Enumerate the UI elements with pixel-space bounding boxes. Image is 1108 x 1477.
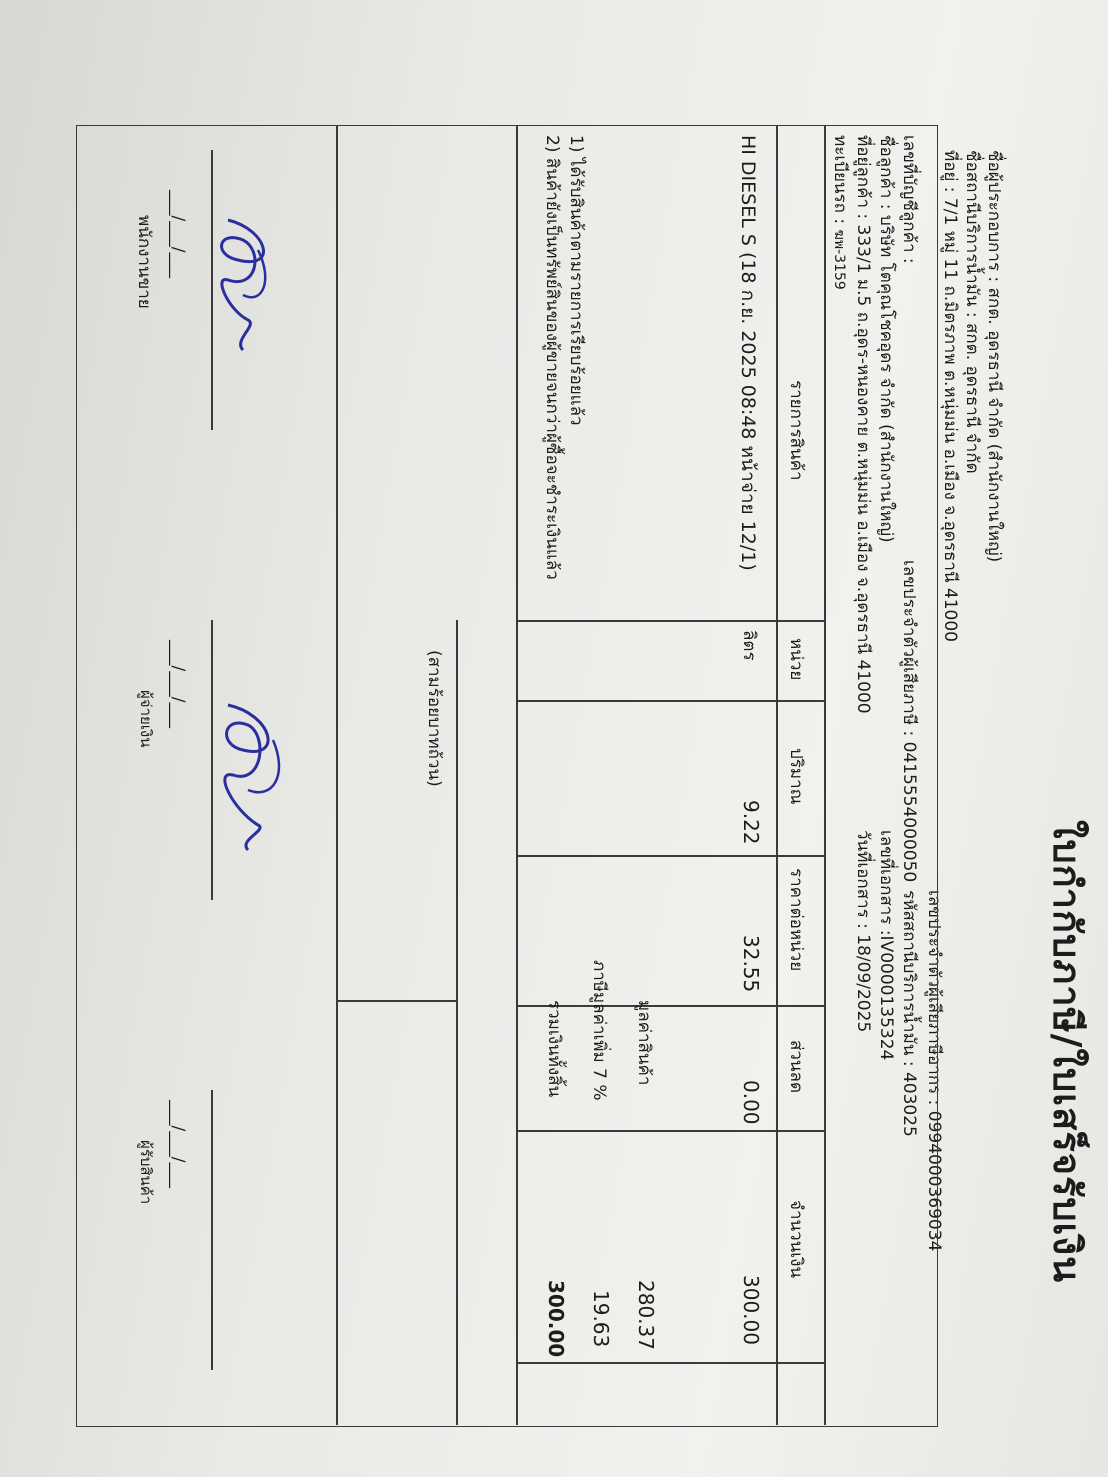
table-col-divider [518, 700, 826, 702]
employee-label: พนักงานขาย [134, 215, 154, 309]
total-value: 300.00 [544, 1280, 568, 1358]
table-header-line [777, 125, 779, 1425]
seller-name: ชื่อผู้ประกอบการ : สกต. อุดรธานี จำกัด (สำนักงานใหญ่) [984, 150, 1004, 563]
customer-address: ที่อยู่ลูกค้า : 333/1 ม.5 ถ.อุดร-หนองคาย ต.หนุ่มม่น อ.เมือง จ.อุดรธานี 41000 [853, 135, 873, 714]
document-title: ใบกำกับภาษี/ใบเสร็จรับเงิน [1045, 820, 1089, 1284]
plate-label: ทะเบียนรถ : [830, 135, 850, 230]
row-discount: 0.00 [739, 1080, 763, 1125]
payer-label: ผู้จ่ายเงิน [137, 690, 155, 748]
header-quantity: ปริมาณ [786, 748, 806, 805]
row-amount: 300.00 [739, 1275, 763, 1345]
seller-tax-id: เลขประจำตัวผู้เสียภาษีอากร : 0994000369034 [924, 890, 944, 1252]
employee-sign-line [212, 150, 214, 430]
signature-top-line [337, 125, 339, 1425]
customer-account-label: เลขที่บัญชีลูกค้า : [899, 135, 919, 264]
totals-divider [457, 620, 459, 1425]
header-unit-price: ราคาต่อหน่วย [786, 868, 806, 972]
customer-name: ชื่อลูกค้า : บริษัท โตคุณโชคอุดร จำกัด (สำนักงานใหญ่) [876, 135, 896, 543]
payer-signature [198, 690, 298, 860]
customer-tax-id: เลขประจำตัวผู้เสียภาษี : 0415554000050 [899, 560, 919, 883]
row-item: HI DIESEL S (18 ก.ย. 2025 08:48 หน้าจ่าย 12/1) [737, 135, 759, 571]
table-col-divider [518, 1130, 826, 1132]
employee-date: ___/___/___ [168, 190, 188, 278]
header-amount: จำนวนเงิน [786, 1200, 806, 1279]
table-col-divider [518, 620, 826, 622]
vat-value: 19.63 [589, 1290, 613, 1348]
payer-sign-line [212, 620, 214, 900]
vat-label: ภาษีมูลค่าเพิ่ม 7 % [589, 960, 609, 1101]
table-bottom-line [517, 125, 519, 1425]
station-name: ชื่อสถานีบริการน้ำมัน : สกต. อุดรธานี จำกัด [962, 150, 982, 474]
table-top-line [825, 125, 827, 1425]
row-unit: ลิตร [739, 630, 759, 661]
amount-in-words: (สามร้อยบาทถ้วน) [424, 650, 444, 787]
total-label: รวมเงินทั้งสิ้น [544, 1000, 564, 1098]
subtotal-value: 280.37 [634, 1280, 658, 1350]
plate-value: ฆพ-3159 [831, 229, 847, 290]
table-col-divider [518, 1362, 826, 1364]
payer-date: ___/___/___ [168, 640, 188, 728]
document-date: วันที่เอกสาร : 18/09/2025 [853, 830, 873, 1033]
note-ownership: 2) สินค้ายังเป็นทรัพย์สินของผู้ขายจนกว่าผู้ซื้อจะชำระเงินแล้ว [542, 135, 562, 580]
receiver-sign-line [212, 1090, 214, 1370]
row-unit-price: 32.55 [739, 935, 763, 993]
totals-divider [338, 1000, 458, 1002]
receiver-label: ผู้รับสินค้า [137, 1140, 155, 1205]
plate-row [827, 135, 854, 290]
station-code: รหัสสถานีบริการน้ำมัน : 403025 [899, 890, 919, 1137]
document-number: เลขที่เอกสาร :IV0000135324 [876, 830, 896, 1061]
subtotal-label: มูลค่าสินค้า [634, 1000, 654, 1086]
receiver-date: ___/___/___ [168, 1100, 188, 1188]
note-received: 1) ได้รับสินค้าตามรายการเรียบร้อยแล้ว [566, 135, 586, 426]
row-quantity: 9.22 [739, 800, 763, 845]
seller-address: ที่อยู่ : 7/1 หมู่ 11 ถ.มิตรภาพ ต.หนุ่มม่น อ.เมือง จ.อุดรธานี 41000 [940, 150, 960, 642]
header-unit: หน่วย [786, 638, 806, 681]
table-col-divider [518, 855, 826, 857]
header-item: รายการสินค้า [786, 380, 806, 481]
header-discount: ส่วนลด [786, 1040, 806, 1094]
